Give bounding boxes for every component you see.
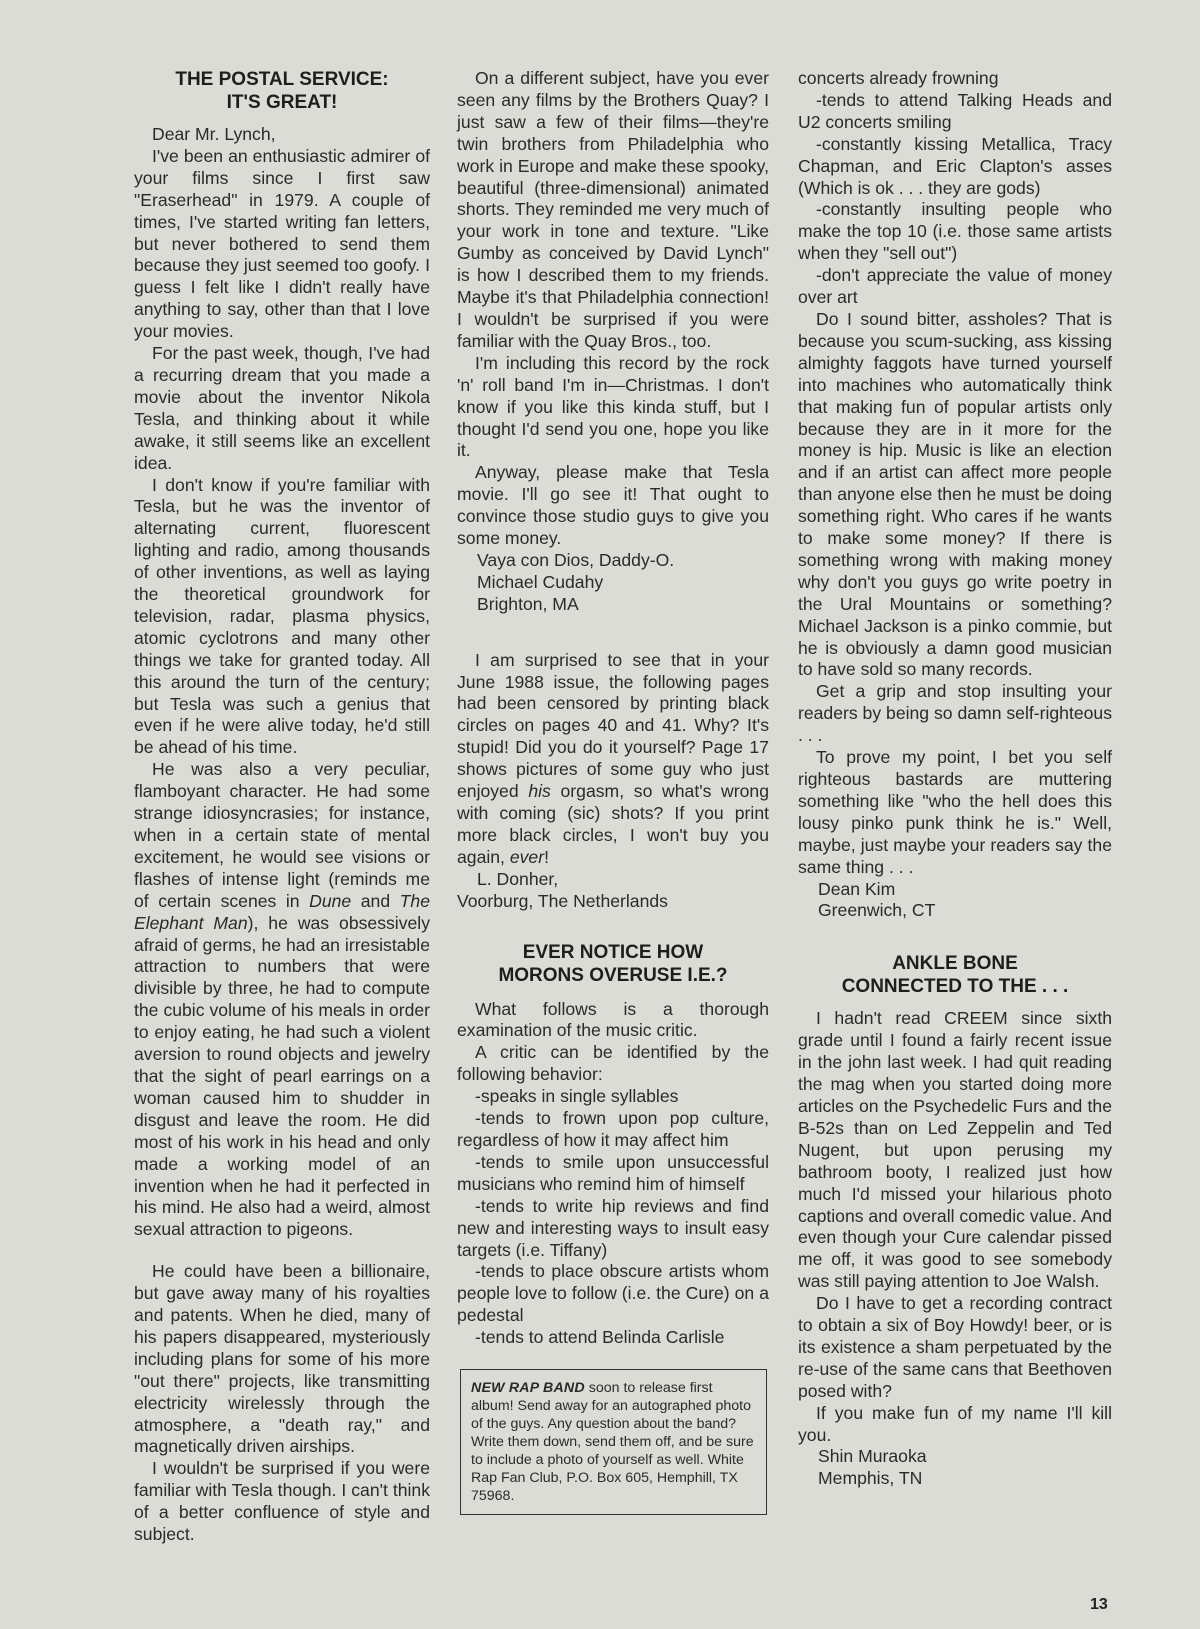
- letter-paragraph: [457, 650, 769, 869]
- headline-ankle-bone: [798, 952, 1112, 998]
- list-item: -tends to smile upon unsuccessful musicians who remind him of himself: [457, 1151, 769, 1194]
- letter-paragraph: I've been an enthusiastic admirer of your films since I first saw "Eraserhead" in 1979. A couple of times, I've started writing fan letters, but never bothered to send them because they just seemed too goofy. I guess I felt like I didn't really have anything to say, other than that I love your movies.: [134, 145, 430, 342]
- emphasis: ever: [509, 846, 545, 867]
- letter-paragraph: Do I have to get a recording contract to obtain a six of Boy Howdy! beer, or is its existence a sham perpetuated by the re-use of the same cans that Beethoven posed with?: [798, 1293, 1112, 1401]
- letter-paragraph: A critic can be identified by the following behavior:: [457, 1042, 769, 1085]
- spacer: [457, 616, 769, 650]
- letter-paragraph: I don't know if you're familiar with Tesla, but he was the inventor of alternating current, fluorescent lighting and radio, among thousands of other inventions, as well as laying the theoretical groundwork for television, radar, plasma physics, atomic cyclotrons and many other things we take for granted today. All this around the turn of the century; but Tesla was such a genius that even if he were alive today, he'd still be ahead of his time.: [134, 474, 430, 758]
- headline-line-1: EVER NOTICE HOW: [522, 941, 704, 963]
- list-item: -constantly insulting people who make the top 10 (i.e. those same artists when they "sell out"): [798, 199, 1112, 264]
- list-item: -tends to frown upon pop culture, regardless of how it may affect him: [457, 1108, 769, 1150]
- list-item: -speaks in single syllables: [475, 1086, 679, 1107]
- list-item-continued-start: -tends to attend Belinda Carlisle: [475, 1327, 725, 1348]
- headline-line-2: MORONS OVERUSE I.E.?: [498, 964, 728, 986]
- column-2: [457, 68, 769, 1515]
- letter-paragraph: I wouldn't be surprised if you were familiar with Tesla though. I can't think of a better confluence of style and subject.: [134, 1458, 430, 1545]
- spacer: [798, 922, 1112, 952]
- letter-paragraph: He could have been a billionaire, but gave away many of his royalties and patents. When he died, many of his papers disappeared, mysteriously including plans for some of his more "out there" projects, like transmitting electricity wirelessly through the atmosphere, a "death ray," and magnetically driven airships.: [134, 1261, 430, 1457]
- signature-name: Michael Cudahy: [477, 571, 604, 592]
- signature-place: Brighton, MA: [477, 593, 579, 614]
- letter-greeting: Dear Mr. Lynch,: [152, 124, 276, 144]
- letter-paragraph: [134, 759, 430, 1241]
- letter-paragraph: I hadn't read CREEM since sixth grade until I found a fairly recent issue in the john last week. I had quit reading the mag when you started doing more articles on the Psychedelic Furs and the B-52s than on Led Zeppelin and Ted Nugent, but upon perusing my bathroom booty, I realized just how much I'd missed your hilarious photo captions and overall comedic value. And even though your Cure calendar pissed me off, it was good to see somebody was still paying attention to Joe Walsh.: [798, 1008, 1112, 1292]
- film-title-dune: Dune: [309, 890, 352, 911]
- text-run: He was also a very peculiar, flamboyant character. He had some strange idiosyncrasies; for instance, when in a certain state of mental excitement, he would see visions or flashes of intense light (reminds me of certain scenes in: [134, 759, 430, 911]
- ad-text: soon to release first album! Send away for an autographed photo of the guys. Any question about the band? Write them down, send them off, and be sure to include a photo of yourself as well. White Rap Fan Club, P.O. Box 605, Hemphill, TX 75968.: [471, 1380, 754, 1505]
- headline-line-1: ANKLE BONE: [892, 953, 1018, 975]
- list-item: -don't appreciate the value of money over art: [798, 265, 1112, 308]
- sign-off: Vaya con Dios, Daddy-O.: [477, 549, 675, 570]
- letter-paragraph: If you make fun of my name I'll kill you.: [798, 1402, 1112, 1445]
- film-title-elephant-man: The Elephant Man: [134, 890, 430, 933]
- text-run: orgasm, so what's wrong with coming (sic) shots? If you print more black circles, I won't buy you again,: [457, 781, 769, 867]
- letter-paragraph: For the past week, though, I've had a recurring dream that you made a movie about the inventor Nikola Tesla, and thinking about it while awake, it still seems like an excellent idea.: [134, 343, 430, 473]
- signature-name: Shin Muraoka: [818, 1446, 927, 1467]
- list-item: -constantly kissing Metallica, Tracy Chapman, and Eric Clapton's asses (Which is ok . . . they are gods): [798, 133, 1112, 198]
- letter-paragraph: To prove my point, I bet you self righteous bastards are muttering something like "who the hell does this lousy pinko punk think he is." Well, maybe, just maybe your readers say the same thing . . .: [798, 747, 1112, 877]
- text-run: and: [351, 890, 400, 911]
- column-1: [134, 68, 430, 1546]
- letter-paragraph: I'm including this record by the rock 'n' roll band I'm in—Christmas. I don't know if you like this kinda stuff, but I thought I'd send you one, hope you like it.: [457, 352, 769, 461]
- ad-lead: NEW RAP BAND: [471, 1380, 585, 1397]
- signature-place: Voorburg, The Netherlands: [457, 890, 668, 911]
- letter-paragraph: On a different subject, have you ever seen any films by the Brothers Quay? I just saw a few of their films—they're twin brothers from Philadelphia who work in Europe and make these spooky, beautiful (three-dimensional) animated shorts. They reminded me very much of your work in tone and texture. "Like Gumby as conceived by David Lynch" is how I described them to my friends. Maybe it's that Philadelphia connection! I wouldn't be surprised if you were familiar with the Quay Bros., too.: [457, 68, 769, 351]
- list-item: -tends to place obscure artists whom people love to follow (i.e. the Cure) on a pedestal: [457, 1261, 769, 1326]
- signature-place: Greenwich, CT: [818, 900, 936, 921]
- page-number: 13: [1090, 1596, 1108, 1613]
- column-3: [798, 68, 1112, 1490]
- letter-paragraph: Anyway, please make that Tesla movie. I'll go see it! That ought to convince those studio guys to give you some money.: [457, 462, 769, 549]
- headline-line-2: CONNECTED TO THE . . .: [841, 976, 1069, 998]
- list-item: -tends to attend Talking Heads and U2 concerts smiling: [798, 89, 1112, 132]
- text-run: ), he was obsessively afraid of germs, he had an irresistable attraction to numbers that were divisible by three, he had to compute the cubic volume of his meals in order to enjoy eating, he had such a violent aversion to round objects and jewelry that the sight of pearl earrings on a woman caused him to shudder in disgust and leave the room. He did most of his work in his head and only made a working model of an invention when he had it perfected in his mind. He also had a weird, almost sexual attraction to pigeons.: [134, 912, 430, 1240]
- letter-paragraph: What follows is a thorough examination of the music critic.: [457, 998, 769, 1041]
- ad-box-new-rap-band: [460, 1369, 767, 1515]
- headline-morons-overuse-ie: [457, 941, 769, 987]
- signature-place: Memphis, TN: [818, 1468, 923, 1489]
- signature-name: Dean Kim: [818, 878, 896, 899]
- headline-line-2: IT'S GREAT!: [226, 92, 338, 113]
- letter-paragraph: Do I sound bitter, assholes? That is because you scum-sucking, ass kissing almighty faggots have turned yourself into machines who automatically think that making fun of popular artists only because they are in it more for the money is hip. Music is like an election and if an artist can affect more people than anyone else then he must be doing something right. Who cares if he wants to make some money? If there is something wrong with making money why don't you guys go write poetry in the Ural Mountains or something? Michael Jackson is a pinko commie, but he is obviously a damn good musician to have sold so many records.: [798, 308, 1112, 680]
- headline-line-1: THE POSTAL SERVICE:: [175, 69, 389, 90]
- list-item: -tends to write hip reviews and find new and interesting ways to insult easy targets (i.e. Tiffany): [457, 1195, 769, 1260]
- list-item-continued-end: concerts already frowning: [798, 68, 999, 88]
- emphasis: his: [528, 781, 551, 802]
- text-run: I am surprised to see that in your June 1988 issue, the following pages had been censored by printing black circles on pages 40 and 41. Why? It's stupid! Did you do it yourself? Page 17 shows pictures of some guy who just enjoyed: [457, 649, 769, 802]
- text-run: !: [544, 846, 549, 867]
- headline-postal-service: [134, 68, 430, 114]
- letter-paragraph: Get a grip and stop insulting your readers by being so damn self-righteous . . .: [798, 681, 1112, 746]
- signature-name: L. Donher,: [477, 868, 559, 889]
